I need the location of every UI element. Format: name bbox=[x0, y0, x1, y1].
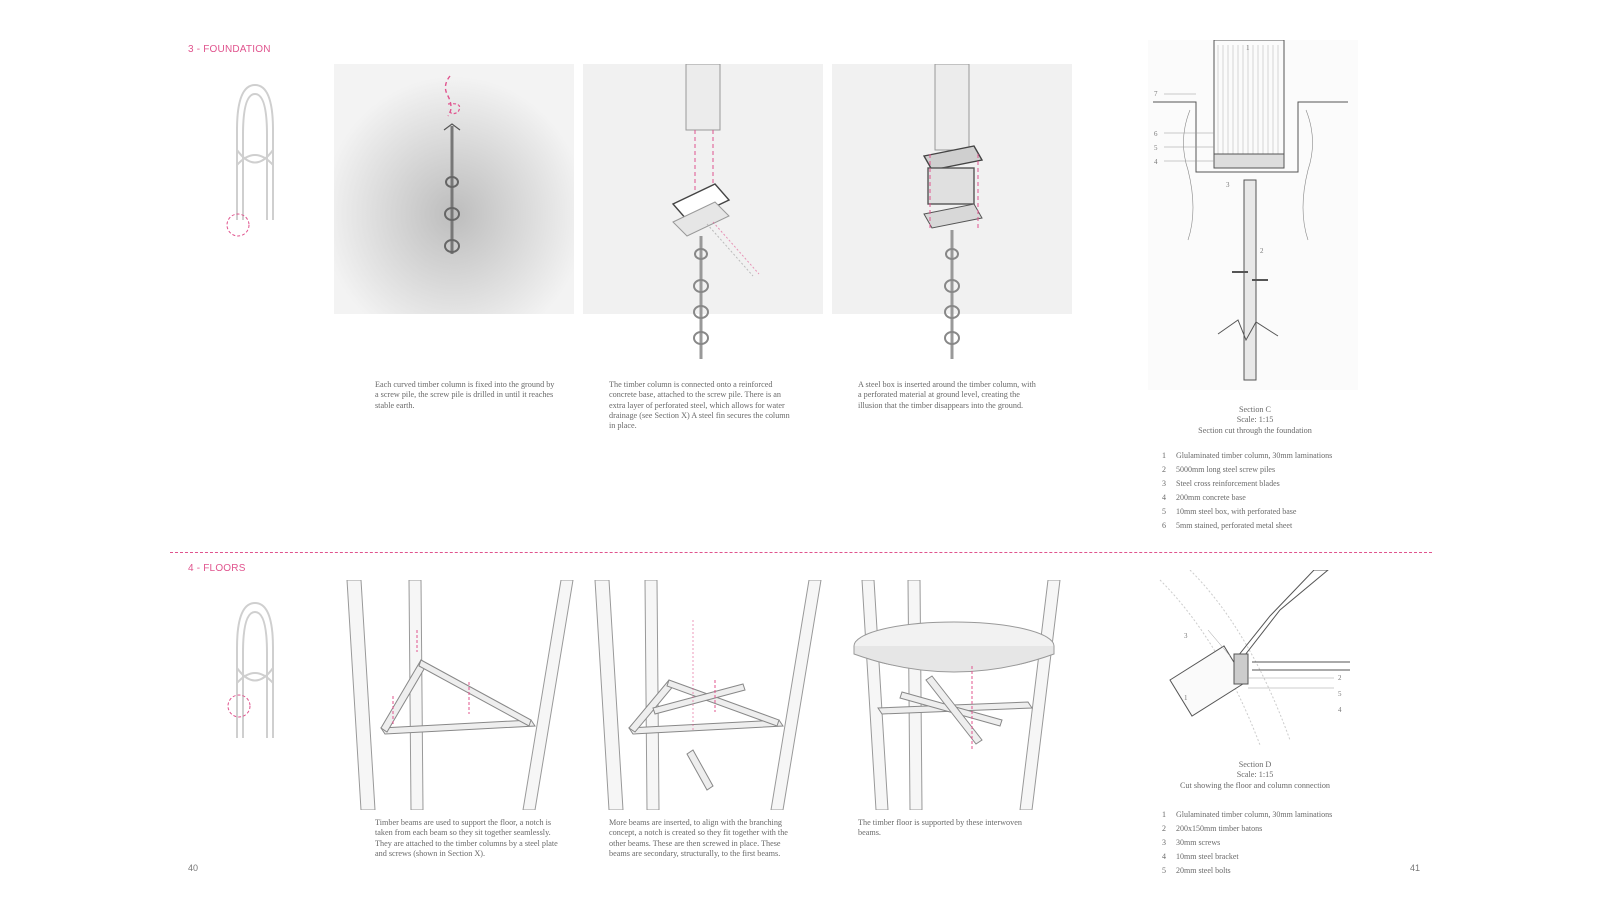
section-c-label-4: 4 bbox=[1154, 158, 1158, 166]
section-d-label-4: 4 bbox=[1338, 706, 1342, 714]
section-divider bbox=[170, 552, 1432, 553]
legend-text: 5000mm long steel screw piles bbox=[1176, 465, 1276, 474]
timber-floor-render bbox=[842, 580, 1072, 810]
legend-number: 1 bbox=[1162, 810, 1166, 819]
section-d-drawing bbox=[1150, 570, 1360, 755]
legend-text: 200x150mm timber batons bbox=[1176, 824, 1263, 833]
primary-beams-render bbox=[345, 580, 575, 810]
foundation-caption-3: A steel box is inserted around the timber column, with a perforated material at ground level, creating the illusion that the timber disappears into the ground. bbox=[858, 380, 1036, 410]
foundation-heading: 3 - FOUNDATION bbox=[188, 44, 271, 55]
section-d-description: Cut showing the floor and column connection bbox=[1179, 780, 1331, 790]
steel-box-render bbox=[832, 64, 1072, 364]
section-d-label-2: 2 bbox=[1338, 674, 1342, 682]
section-d-label-1: 1 bbox=[1184, 694, 1188, 702]
floors-legend bbox=[1162, 810, 1332, 880]
section-c-name: Section C bbox=[1238, 405, 1272, 414]
legend-number: 5 bbox=[1162, 866, 1166, 875]
floors-caption-3: The timber floor is supported by these interwoven beams. bbox=[858, 818, 1022, 838]
legend-number: 1 bbox=[1162, 451, 1166, 460]
section-c-description: Section cut through the foundation bbox=[1198, 425, 1312, 435]
section-c-label-2: 2 bbox=[1260, 247, 1264, 255]
section-c-label-7: 7 bbox=[1154, 90, 1158, 98]
section-c-label-5: 5 bbox=[1154, 144, 1158, 152]
legend-text: Glulaminated timber column, 30mm laminations bbox=[1176, 451, 1333, 460]
legend-text: 200mm concrete base bbox=[1176, 493, 1246, 502]
legend-text: 5mm stained, perforated metal sheet bbox=[1176, 521, 1293, 530]
legend-item bbox=[1162, 493, 1332, 507]
legend-item bbox=[1162, 824, 1332, 838]
concrete-base-render bbox=[583, 64, 823, 364]
legend-item bbox=[1162, 810, 1332, 824]
section-c-drawing bbox=[1148, 40, 1358, 390]
legend-item bbox=[1162, 451, 1332, 465]
page-number-left: 40 bbox=[188, 863, 199, 873]
legend-text: 30mm screws bbox=[1176, 838, 1221, 847]
legend-number: 2 bbox=[1162, 824, 1166, 833]
page-number-right: 41 bbox=[1410, 863, 1421, 873]
floors-caption-1: Timber beams are used to support the floor, a notch is taken from each beam so they sit together seamlessly. They are attached to the timber columns by a steel plate and screws (shown in Section X). bbox=[375, 818, 558, 858]
section-c-scale: Scale: 1:15 bbox=[1236, 415, 1274, 425]
legend-number: 3 bbox=[1162, 479, 1166, 488]
legend-number: 4 bbox=[1162, 493, 1166, 502]
legend-text: 10mm steel box, with perforated base bbox=[1176, 507, 1297, 516]
legend-item bbox=[1162, 465, 1332, 479]
legend-number: 6 bbox=[1162, 521, 1166, 530]
legend-text: Steel cross reinforcement blades bbox=[1176, 479, 1280, 488]
legend-text: 10mm steel bracket bbox=[1176, 852, 1239, 861]
section-d-label-5: 5 bbox=[1338, 690, 1342, 698]
legend-item bbox=[1162, 521, 1332, 535]
legend-text: 20mm steel bolts bbox=[1176, 866, 1231, 875]
legend-number: 4 bbox=[1162, 852, 1166, 861]
section-d-title bbox=[1165, 760, 1345, 791]
section-c-title bbox=[1165, 405, 1345, 436]
section-d-scale: Scale: 1:15 bbox=[1236, 770, 1274, 780]
foundation-caption-1: Each curved timber column is fixed into the ground by a screw pile, the screw pile is drilled in until it reaches stable earth. bbox=[375, 380, 555, 410]
foundation-key-diagram bbox=[225, 80, 285, 245]
legend-text: Glulaminated timber column, 30mm laminations bbox=[1176, 810, 1333, 819]
legend-item bbox=[1162, 507, 1332, 521]
section-c-label-6: 6 bbox=[1154, 130, 1158, 138]
floors-heading: 4 - FLOORS bbox=[188, 563, 246, 574]
section-c-label-3: 3 bbox=[1226, 181, 1230, 189]
legend-number: 5 bbox=[1162, 507, 1166, 516]
floors-caption-2: More beams are inserted, to align with the branching concept, a notch is created so they fit together with the other beams. These are then screwed in place. These beams are secondary, structurally, to the first beams. bbox=[609, 818, 788, 858]
foundation-caption-2: The timber column is connected onto a reinforced concrete base, attached to the screw pile. There is an extra layer of perforated steel, which allows for water drainage (see Section X) A steel fin secures the column in place. bbox=[609, 380, 790, 431]
legend-number: 3 bbox=[1162, 838, 1166, 847]
section-d-name: Section D bbox=[1238, 760, 1272, 769]
legend-item bbox=[1162, 838, 1332, 852]
legend-number: 2 bbox=[1162, 465, 1166, 474]
floors-key-diagram bbox=[225, 598, 285, 748]
legend-item bbox=[1162, 852, 1332, 866]
section-c-label-1: 1 bbox=[1246, 44, 1250, 52]
section-d-label-3: 3 bbox=[1184, 632, 1188, 640]
legend-item bbox=[1162, 479, 1332, 493]
screw-pile-render bbox=[334, 64, 574, 314]
secondary-beams-render bbox=[593, 580, 823, 810]
foundation-legend bbox=[1162, 451, 1332, 535]
legend-item bbox=[1162, 866, 1332, 880]
